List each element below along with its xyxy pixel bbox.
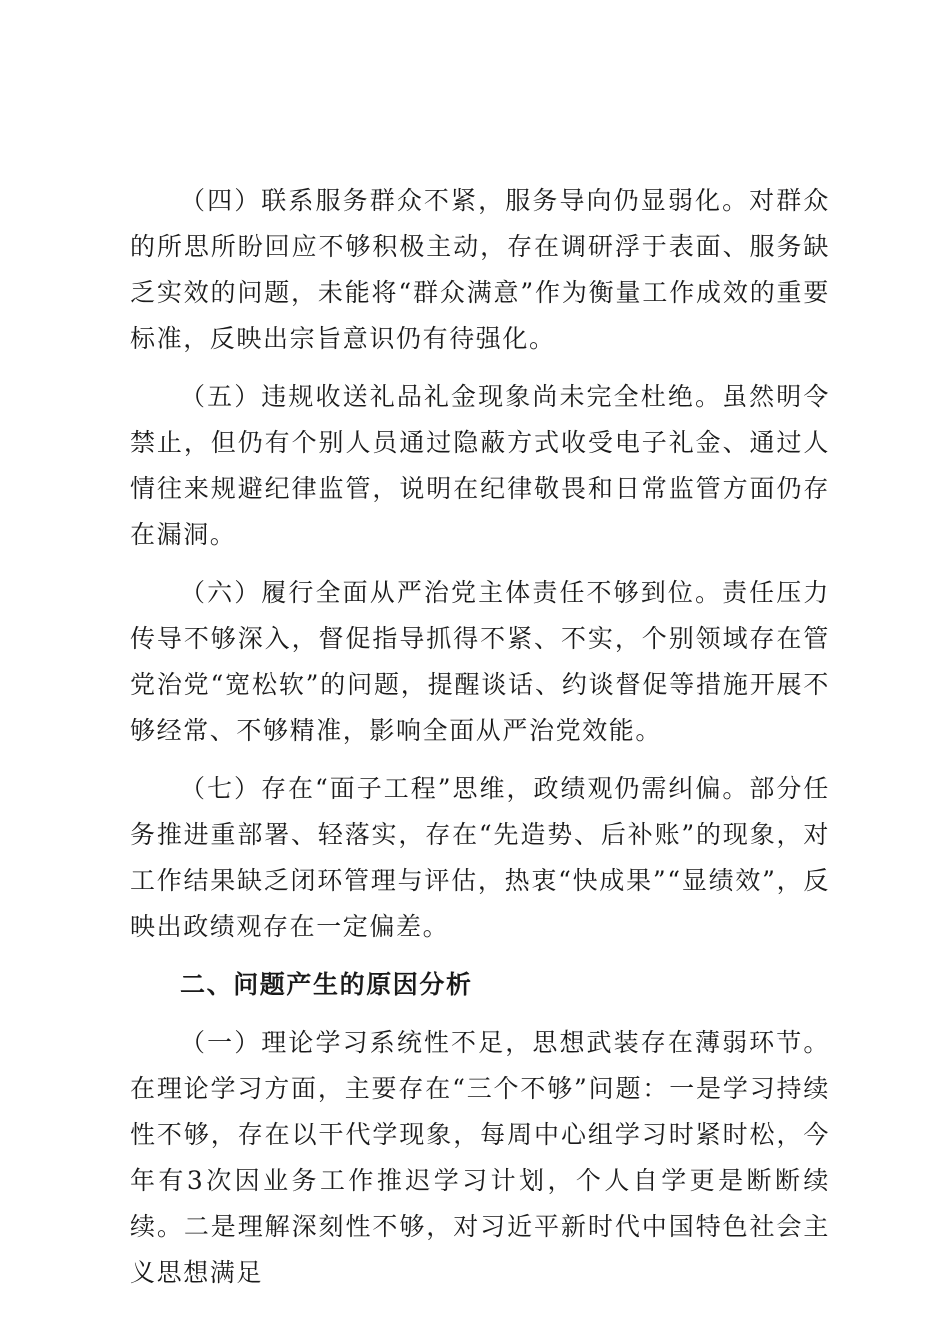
paragraph-8: （一）理论学习系统性不足，思想武装存在薄弱环节。在理论学习方面，主要存在“三个不够”问题：一是学习持续性不够，存在以干代学现象，每周中心组学习时紧时松，今年有3次因业务工作推迟学习计划，个人自学更是断断续续。二是理解深刻性不够，对习近平新时代中国特色社会主义思想满足: [130, 1028, 830, 1287]
paragraph-5: （五）违规收送礼品礼金现象尚未完全杜绝。虽然明令禁止，但仍有个别人员通过隐蔽方式收受电子礼金、通过人情往来规避纪律监管，说明在纪律敬畏和日常监管方面仍存在漏洞。: [130, 382, 830, 549]
document-page: [130, 178, 830, 1308]
paragraph-4: （四）联系服务群众不紧，服务导向仍显弱化。对群众的所思所盼回应不够积极主动，存在调研浮于表面、服务缺乏实效的问题，未能将“群众满意”作为衡量工作成效的重要标准，反映出宗旨意识仍有待强化。: [130, 186, 830, 353]
paragraph-7: （七）存在“面子工程”思维，政绩观仍需纠偏。部分任务推进重部署、轻落实，存在“先造势、后补账”的现象，对工作结果缺乏闭环管理与评估，热衷“快成果”“显绩效”，反映出政绩观存在一定偏差。: [130, 774, 830, 941]
paragraph-6: （六）履行全面从严治党主体责任不够到位。责任压力传导不够深入，督促指导抓得不紧、不实，个别领域存在管党治党“宽松软”的问题，提醒谈话、约谈督促等措施开展不够经常、不够精准，影响全面从严治党效能。: [130, 578, 830, 745]
section-heading-2: 二、问题产生的原因分析: [180, 970, 473, 999]
